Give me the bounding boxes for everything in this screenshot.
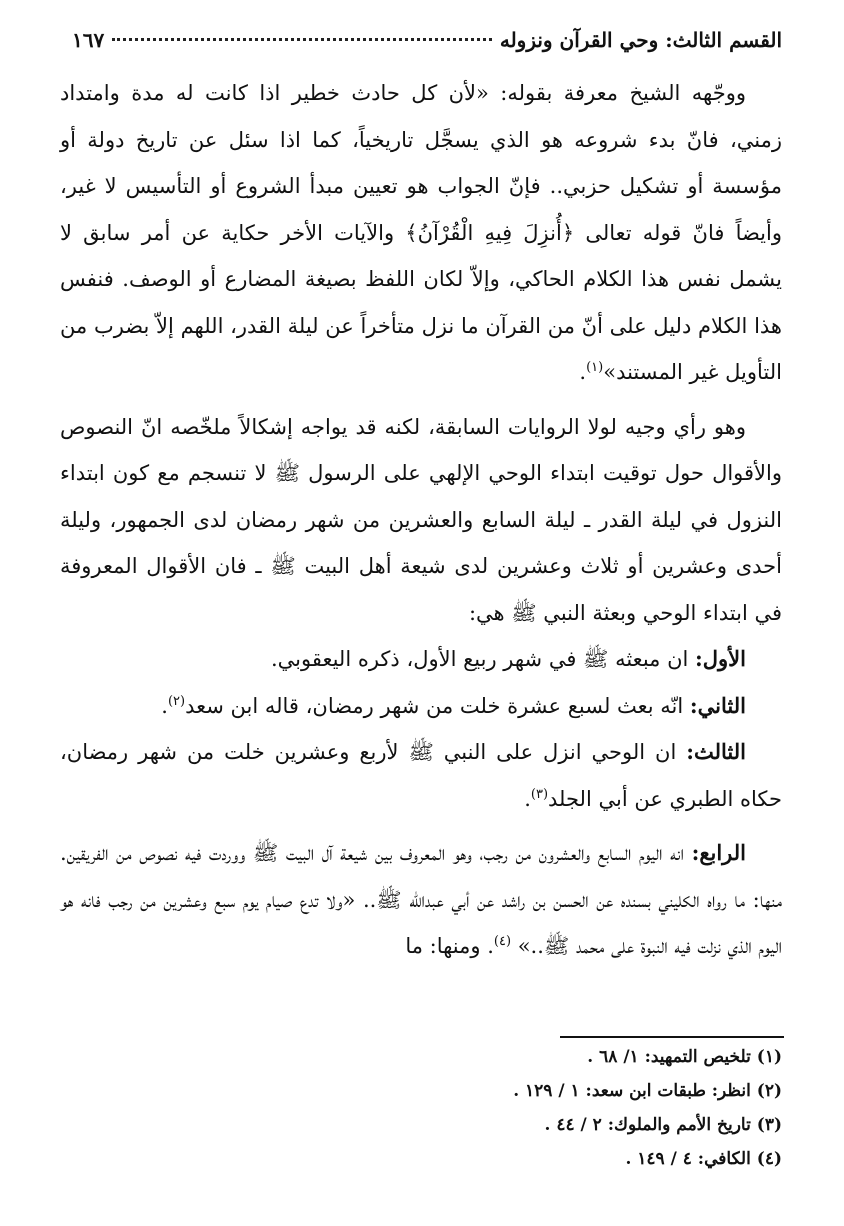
opinion-third: الثالث: ان الوحي انزل على النبي ﷺ لأربع وعشرين خلت من شهر رمضان، حكاه الطبري عن أبي الجلد$^{(٣)}$. — [60, 739, 782, 811]
opinion-label: الأول: — [695, 646, 746, 671]
footnotes — [60, 1040, 782, 1176]
footnote-2: (٢) انظر: طبقات ابن سعد: ١ / ١٢٩ . — [513, 1081, 782, 1101]
main-text — [60, 70, 782, 970]
footnote-ref-3: (٣) — [530, 786, 549, 802]
footnote-ref-4: (٤) — [493, 934, 512, 949]
footnote-separator — [560, 1036, 784, 1038]
opinion-second: الثاني: انّه بعث لسبع عشرة خلت من شهر رمضان، قاله ابن سعد$^{(٢)}$. — [161, 692, 746, 718]
opinion-first: الأول: ان مبعثه ﷺ في شهر ربيع الأول، ذكره اليعقوبي. — [270, 646, 746, 671]
footnote-1: (١) تلخيص التمهيد: ١/ ٦٨ . — [587, 1047, 782, 1067]
header-dot-leader — [112, 38, 492, 41]
footnote-4: (٤) الكافي: ٤ / ١٤٩ . — [625, 1149, 782, 1169]
footnote-ref-1: (١) — [586, 360, 604, 375]
header-title: القسم الثالث: وحي القرآن ونزوله — [499, 28, 782, 52]
footnote-ref-2: (٢) — [167, 693, 186, 709]
opinion-label: الرابع: — [691, 840, 746, 865]
opinion-label: الثالث: — [686, 739, 746, 764]
running-header — [72, 28, 782, 62]
opinion-label: الثاني: — [689, 692, 746, 718]
footnote-3: (٣) تاريخ الأمم والملوك: ٢ / ٤٤ . — [544, 1115, 782, 1135]
paragraph-2: وهو رأي وجيه لولا الروايات السابقة، لكنه قد يواجه إشكالاً ملخّصه انّ النصوص والأقوال حول توقيت ابتداء الوحي الإلهي على الرسول ﷺ لا تنسجم مع كون ابتداء النزول في ليلة القدر ـ ليلة السابع والعشرين من شهر رمضان لدى الجمهور، وليلة أحدى وعشرين أو ثلاث وعشرين لدى شيعة أهل البيت ﷺ ـ فان الأقوال المعروفة في ابتداء الوحي وبعثة النبي ﷺ هي: — [60, 414, 782, 625]
opinion-fourth: الرابع: انه اليوم السابع والعشرون من رجب، وهو المعروف بين شيعة آل البيت ﷺ ووردت فيه نصوص من الفريقين. منها: ما رواه الكليني بسنده عن الحسن بن راشد عن أبي عبدالله ﷺ.. «ولا تدع صيام يوم سبع وعشرين من رجب فانه هو اليوم الذي نزلت فيه النبوة على محمد ﷺ..» $^{(٤)}$. ومنها: ما — [60, 840, 782, 958]
page-number: ١٦٧ — [72, 28, 105, 52]
paragraph-1: ووجّهه الشيخ معرفة بقوله: «لأن كل حادث خطير اذا كانت له مدة وامتداد زمني، فانّ بدء شروعه هو الذي يسجَّل تاريخياً، كما اذا سئل عن تاريخ دولة أو مؤسسة أو تشكيل حزبي.. فإنّ الجواب هو تعيين مبدأ الشروع أو التأسيس لا غير، وأيضاً فانّ قوله تعالى ﴿أُنزِلَ فِيهِ الْقُرْآنُ﴾ والآيات الأخر حكاية عن أمر سابق لا يشمل نفس هذا الكلام الحاكي، وإلاّ لكان اللفظ بصيغة المضارع أو الوصف. فنفس هذا الكلام دليل على أنّ من القرآن ما نزل متأخراً عن ليلة القدر، اللهم إلاّ بضرب من التأويل غير المستند»$^{(١)}$. — [60, 81, 782, 384]
